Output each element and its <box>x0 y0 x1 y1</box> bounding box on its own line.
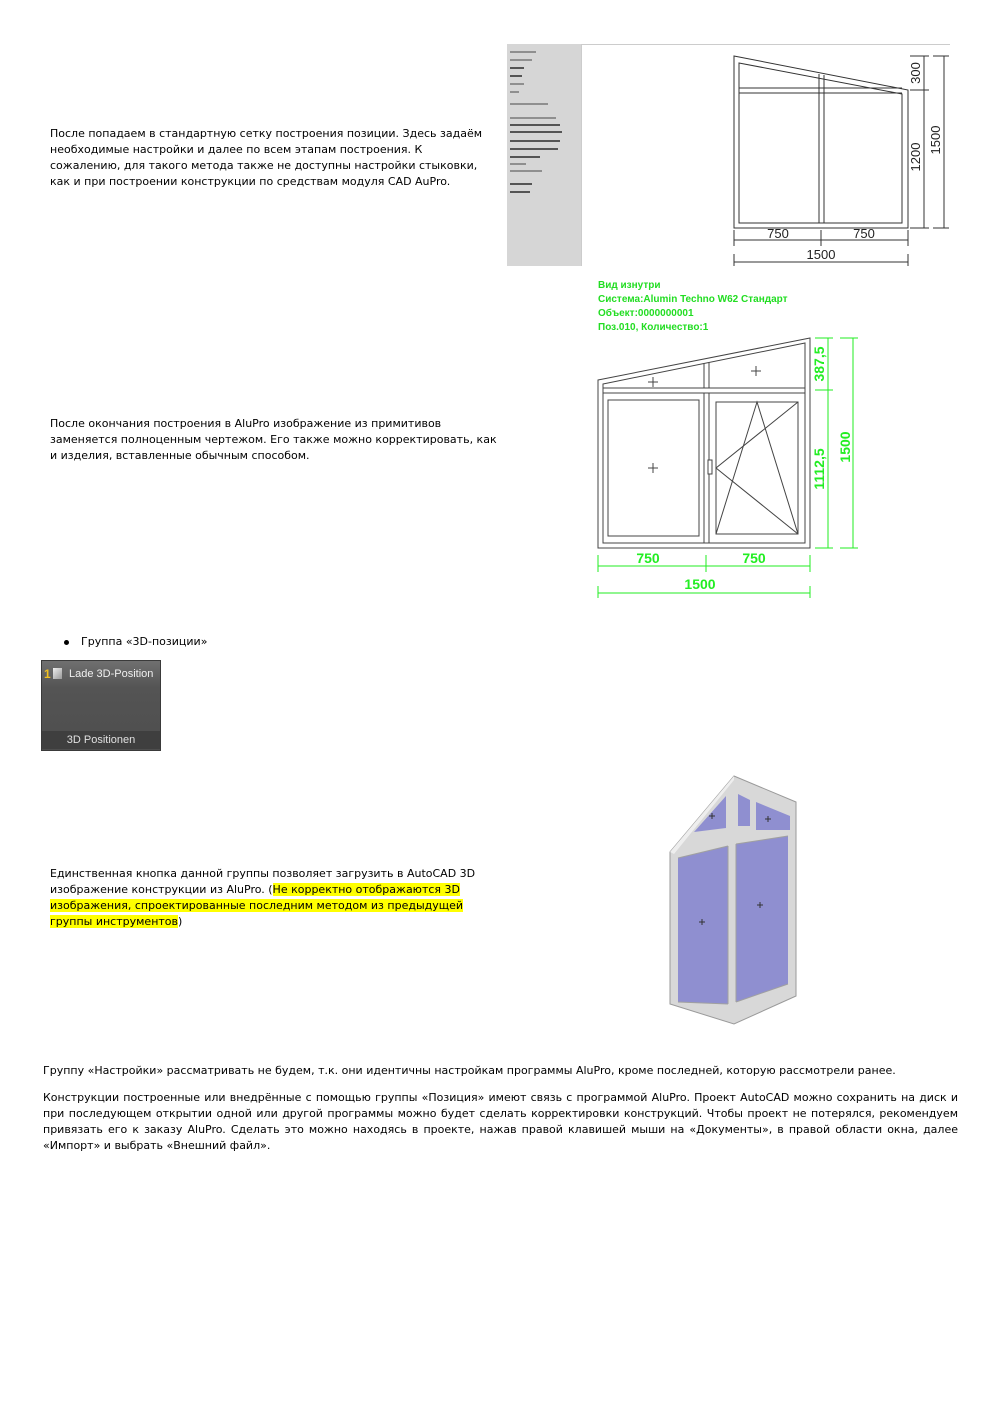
dim2-left-width: 750 <box>636 550 660 566</box>
cad-screenshot <box>507 44 950 266</box>
drawing-header-view: Вид изнутри <box>598 280 661 291</box>
bullet-dot-icon <box>64 640 69 645</box>
dim-left-width: 750 <box>767 226 789 241</box>
drawing-header <box>598 279 788 335</box>
section1-paragraph: После попадаем в стандартную сетку построения позиции. Здесь задаём необходимые настройки и далее по всем этапам построения. К сожалению, для такого метода также не доступны настройки стыковки, как и при построении конструкции по средствам модуля CAD AuPro. <box>50 127 483 188</box>
footer-paragraph-1: Группу «Настройки» рассматривать не будем, т.к. они идентичны настройкам программы AluPro, кроме последней, которую рассмотрели ранее. <box>43 1064 896 1077</box>
footer-paragraph-2: Конструкции построенные или внедрённые с помощью группы «Позиция» имеют связь с программой AluPro. Проект AutoCAD можно сохранить на диск и при последующем открытии одной или другой программы можно будет сделать корректировки конструкций. Чтобы проект не потерялся, рекомендуем привязать его к заказу AluPro. Сделать это можно находясь в проекте, нажав правой клавишей мыши на «Документы», в правой области окна, далее «Импорт» и выбрать «Внешний файл». <box>43 1091 958 1152</box>
window-technical-drawing <box>590 330 870 602</box>
3d-position-icon <box>53 668 62 679</box>
dim2-bottom-height: 1112,5 <box>811 448 827 490</box>
button-number: 1 <box>44 667 51 681</box>
bullet-3d-positions <box>64 634 207 650</box>
dim2-total-width: 1500 <box>684 576 716 592</box>
dim-right-width: 750 <box>853 226 875 241</box>
dim-top-height: 300 <box>908 62 923 84</box>
lade-3d-position-button[interactable] <box>44 665 156 683</box>
ribbon-panel-3d <box>41 660 161 751</box>
dim-total-height: 1500 <box>928 125 943 155</box>
dim2-top-height: 387,5 <box>811 346 827 382</box>
dim-total-width: 1500 <box>806 247 836 262</box>
bullet-3d-positions-label: Группа «3D-позиции» <box>81 635 208 648</box>
section3-highlight: Не корректно отображаются 3D изображения, спроектированные последним методом из предыдущей группы инструментов <box>50 883 464 928</box>
drawing-header-position: Поз.010, Количество:1 <box>598 322 709 333</box>
ribbon-group-label: 3D Positionen <box>42 731 160 749</box>
button-label: Lade 3D-Position <box>69 668 154 680</box>
dim-bottom-height: 1200 <box>908 142 923 172</box>
window-3d-render <box>664 772 804 1028</box>
drawing-header-system: Система:Alumin Techno W62 Стандарт <box>598 294 788 305</box>
dim2-right-width: 750 <box>742 550 766 566</box>
section3-paragraph-text: Единственная кнопка данной группы позволяет загрузить в AutoCAD 3D изображение конструкции из AluPro. ( <box>50 867 476 896</box>
cad-menu-panel <box>507 44 581 266</box>
section3-paragraph <box>50 866 495 930</box>
wireframe-drawing <box>581 44 950 266</box>
section3-paragraph-end: ) <box>178 915 183 928</box>
dim2-total-height: 1500 <box>837 431 853 463</box>
section2-paragraph: После окончания построения в AluPro изображение из примитивов заменяется полноценным чертежом. Его также можно корректировать, как и изделия, вставленные обычным способом. <box>50 417 497 462</box>
drawing-header-object: Объект:0000000001 <box>598 308 694 319</box>
